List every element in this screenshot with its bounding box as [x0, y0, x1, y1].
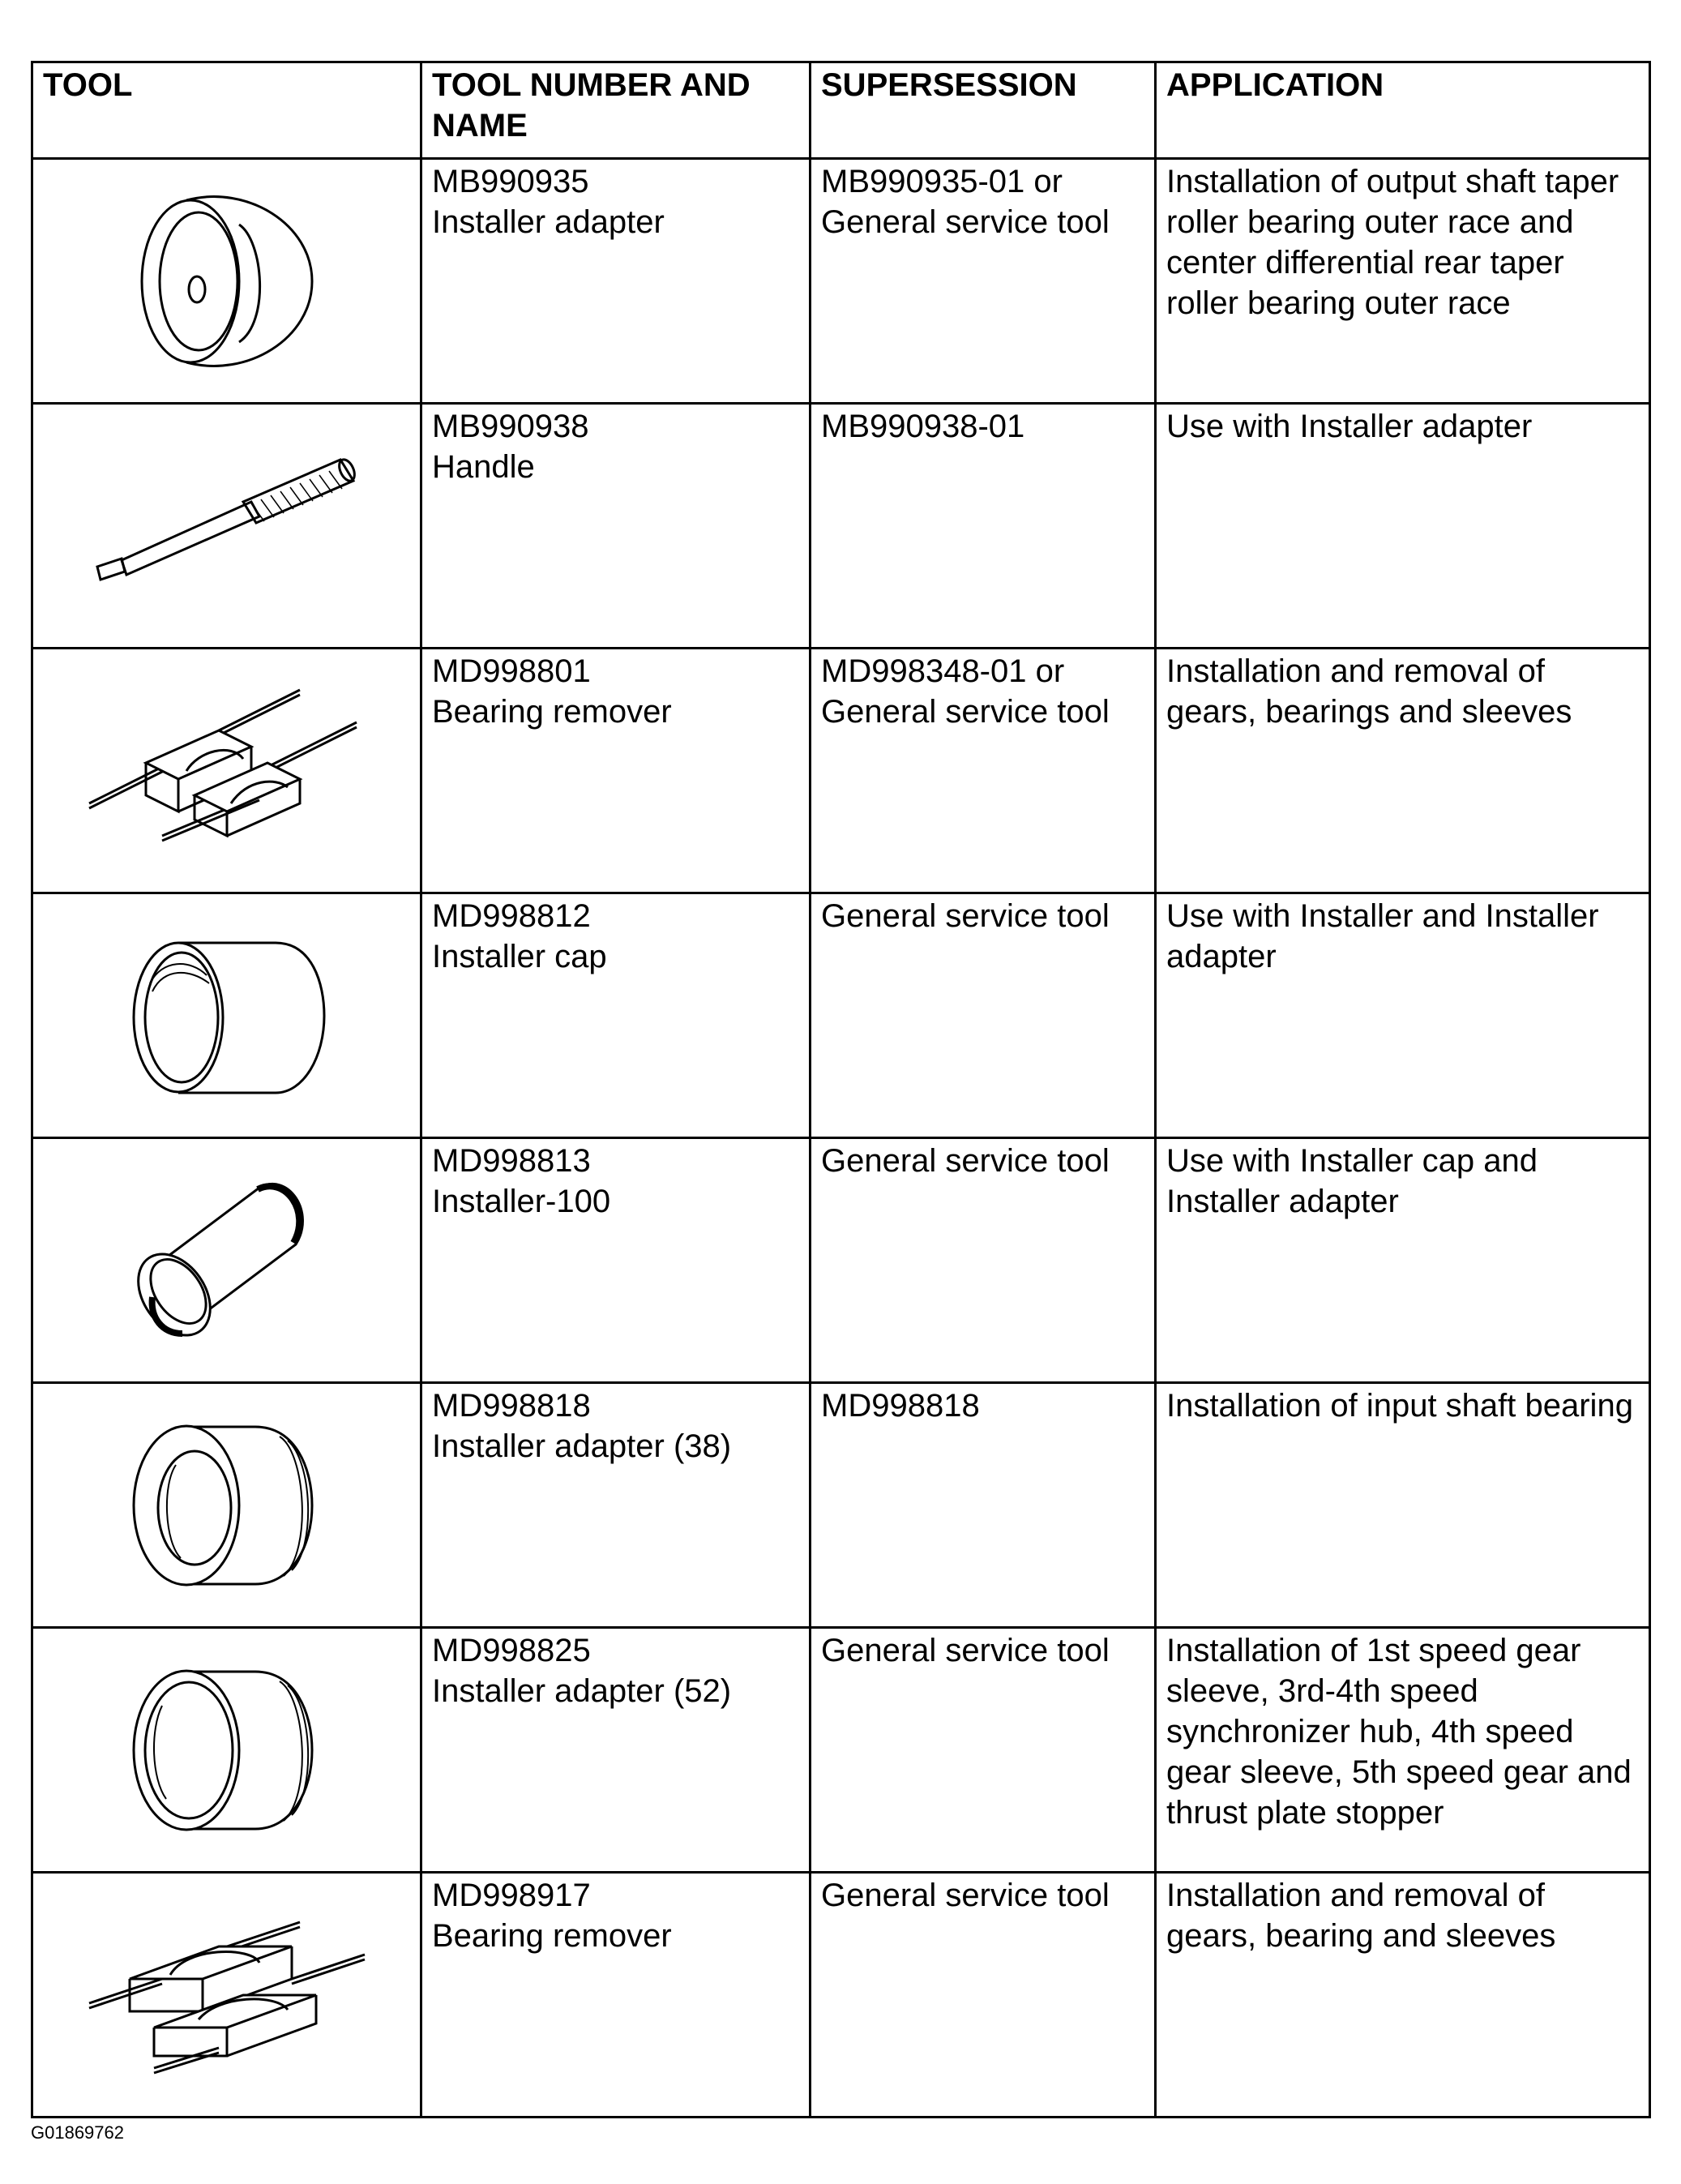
figure-id: G01869762	[31, 2122, 124, 2143]
application-cell: Use with Installer cap and Installer adapter	[1156, 1138, 1650, 1383]
table-row	[32, 159, 1650, 404]
tool-number-and-name-cell	[421, 159, 811, 404]
tool-number-and-name-cell	[421, 1873, 811, 2118]
supersession-cell: MD998818	[811, 1383, 1156, 1628]
supersession-cell: MB990935-01 or General service tool	[811, 159, 1156, 404]
tool-illustration-cell	[32, 159, 421, 404]
bearing-remover-illustration	[57, 674, 397, 868]
table-row	[32, 1383, 1650, 1628]
installer-adapter-38-illustration	[118, 1404, 336, 1607]
supersession-cell: General service tool	[811, 1873, 1156, 2118]
tool-illustration-cell	[32, 1138, 421, 1383]
application-cell: Use with Installer and Installer adapter	[1156, 893, 1650, 1138]
tool-name: Installer adapter (52)	[432, 1673, 732, 1709]
tool-illustration-cell	[32, 1383, 421, 1628]
application-cell: Installation and removal of gears, bearings and sleeves	[1156, 649, 1650, 893]
tool-number: MD998813	[432, 1143, 591, 1179]
special-tools-table	[31, 61, 1651, 2118]
tool-number-and-name-cell	[421, 404, 811, 649]
tool-number-and-name-cell	[421, 1383, 811, 1628]
tool-name: Installer cap	[432, 939, 607, 974]
tool-illustration-cell	[32, 649, 421, 893]
handle-illustration	[65, 445, 389, 607]
tool-number-and-name-cell	[421, 649, 811, 893]
tool-number-and-name-cell	[421, 1628, 811, 1873]
tool-number: MB990938	[432, 409, 589, 444]
header-tool-number-and-name: TOOL NUMBER AND NAME	[421, 62, 811, 159]
tool-number-and-name-cell	[421, 1138, 811, 1383]
tool-number: MD998818	[432, 1388, 591, 1424]
tool-name: Installer-100	[432, 1184, 611, 1219]
tool-number-and-name-cell	[421, 893, 811, 1138]
tool-name: Installer adapter (38)	[432, 1428, 732, 1464]
tool-number: MD998812	[432, 898, 591, 934]
installer-adapter-52-illustration	[118, 1649, 336, 1852]
tool-illustration-cell	[32, 1873, 421, 2118]
application-cell: Use with Installer adapter	[1156, 404, 1650, 649]
supersession-cell: General service tool	[811, 1628, 1156, 1873]
tool-name: Installer adapter	[432, 204, 665, 240]
tool-number: MB990935	[432, 164, 589, 199]
application-cell: Installation of output shaft taper roller bearing outer race and center differential rear taper roller bearing outer race	[1156, 159, 1650, 404]
tool-number: MD998825	[432, 1633, 591, 1668]
installer-adapter-disc-illustration	[126, 176, 328, 387]
tool-name: Handle	[432, 449, 535, 485]
installer-100-illustration	[113, 1163, 340, 1358]
header-application: APPLICATION	[1156, 62, 1650, 159]
supersession-cell: MB990938-01	[811, 404, 1156, 649]
tool-illustration-cell	[32, 404, 421, 649]
header-tool: TOOL	[32, 62, 421, 159]
tool-illustration-cell	[32, 1628, 421, 1873]
application-cell: Installation of input shaft bearing	[1156, 1383, 1650, 1628]
table-row	[32, 1873, 1650, 2118]
tool-illustration-cell	[32, 893, 421, 1138]
table-row	[32, 893, 1650, 1138]
header-row	[32, 62, 1650, 159]
table-row	[32, 649, 1650, 893]
application-cell: Installation and removal of gears, bearing and sleeves	[1156, 1873, 1650, 2118]
table-row	[32, 404, 1650, 649]
supersession-cell: General service tool	[811, 893, 1156, 1138]
application-cell: Installation of 1st speed gear sleeve, 3rd-4th speed synchronizer hub, 4th speed gear sleeve, 5th speed gear and thrust plate stopper	[1156, 1628, 1650, 1873]
table-row	[32, 1138, 1650, 1383]
bearing-remover-large-illustration	[57, 1898, 397, 2092]
supersession-cell: MD998348-01 or General service tool	[811, 649, 1156, 893]
tool-name: Bearing remover	[432, 1918, 672, 1954]
supersession-cell: General service tool	[811, 1138, 1156, 1383]
tool-number: MD998801	[432, 653, 591, 689]
tool-name: Bearing remover	[432, 694, 672, 730]
header-supersession: SUPERSESSION	[811, 62, 1156, 159]
tool-number: MD998917	[432, 1878, 591, 1913]
installer-cap-illustration	[113, 919, 340, 1113]
table-row	[32, 1628, 1650, 1873]
